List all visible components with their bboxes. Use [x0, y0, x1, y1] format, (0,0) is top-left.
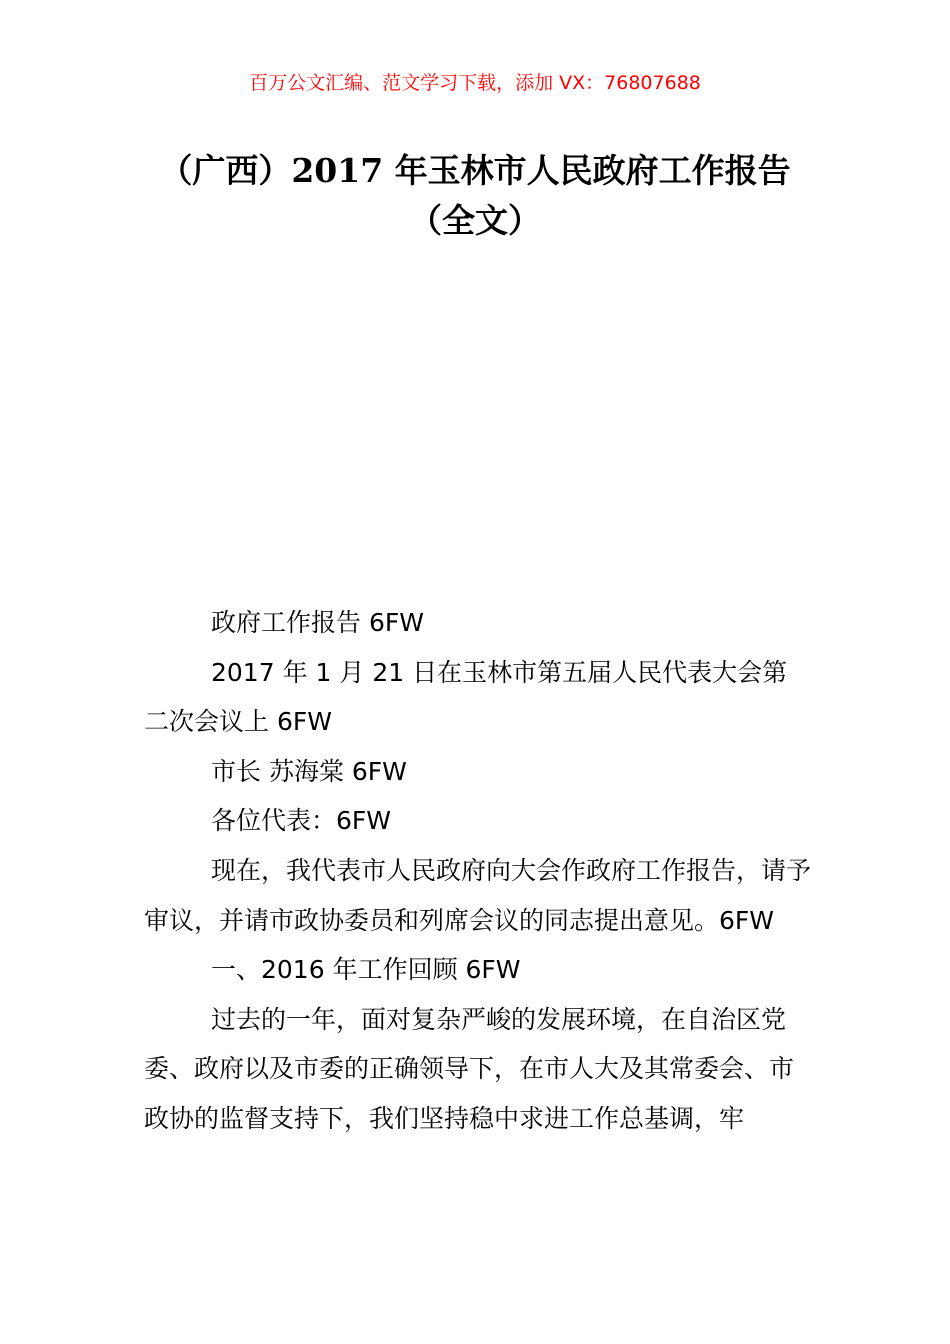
paragraph: 各位代表：6FW	[211, 806, 392, 836]
paragraph: 过去的一年，面对复杂严峻的发展环境，在自治区党委、政府以及市委的正确领导下，在市人大及其常委会、市政协的监督支持下，我们坚持稳中求进工作总基调，牢	[144, 1004, 795, 1133]
title-line-1: （广西）2017 年玉林市人民政府工作报告	[159, 151, 791, 190]
paragraph: 现在，我代表市人民政府向大会作政府工作报告，请予审议，并请市政协委员和列席会议的同志提出意见。6FW	[144, 855, 812, 935]
paragraph: 一、2016 年工作回顾 6FW	[211, 955, 521, 985]
paragraph: 2017 年 1 月 21 日在玉林市第五届人民代表大会第二次会议上 6FW	[144, 657, 788, 737]
document-title	[100, 146, 850, 246]
paragraph: 政府工作报告 6FW	[211, 608, 424, 637]
title-line-2: （全文）	[409, 201, 541, 240]
document-body	[144, 598, 812, 1144]
paragraph: 市长 苏海棠 6FW	[211, 756, 407, 786]
header-note: 百万公文汇编、范文学习下载，添加 VX：76807688	[249, 72, 701, 94]
